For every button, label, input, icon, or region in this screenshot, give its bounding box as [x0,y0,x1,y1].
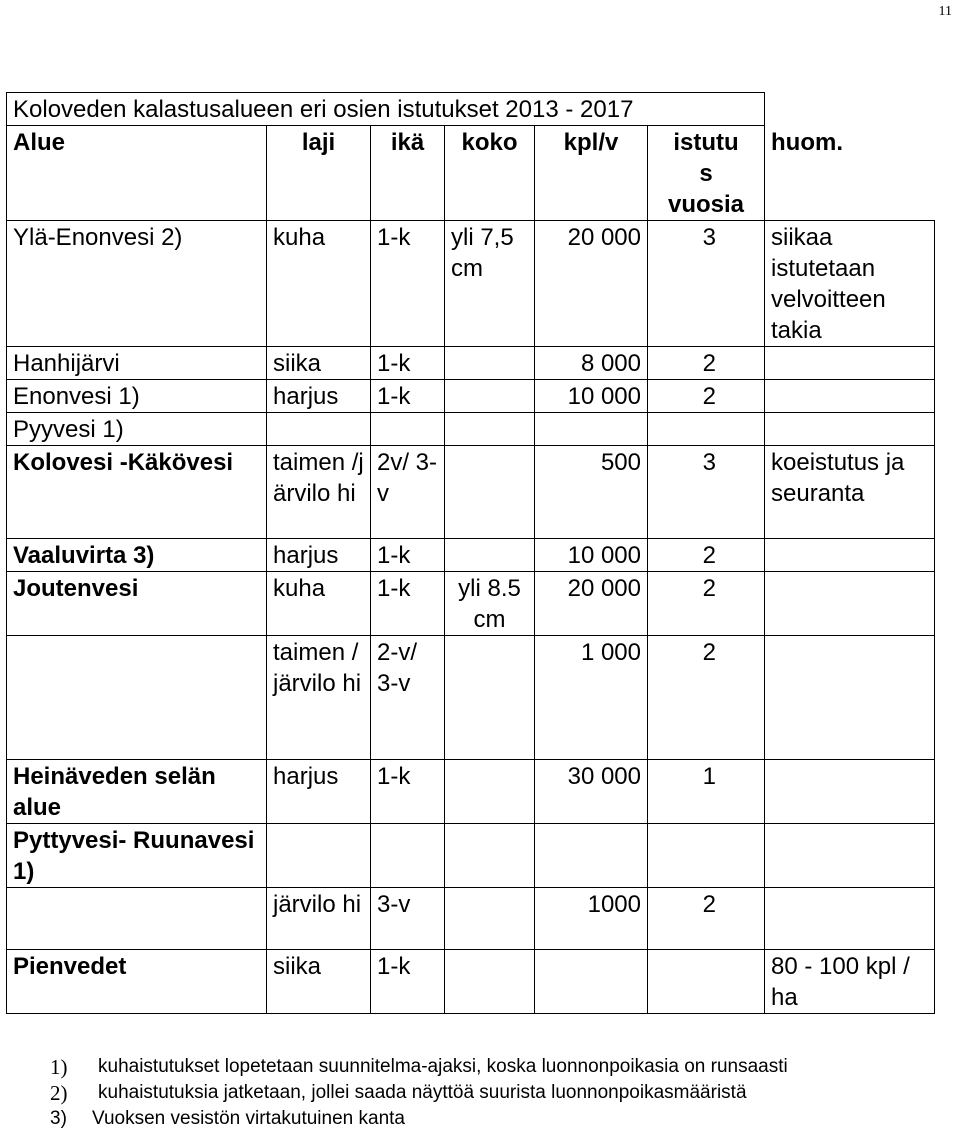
cell-kpl: 10 000 [535,539,648,572]
cell-koko [445,446,535,539]
cell-laji: harjus [267,380,371,413]
table-row [7,539,935,572]
cell-laji [267,824,371,888]
cell-huom [765,413,935,446]
table-row [7,760,935,824]
table-title: Koloveden kalastusalueen eri osien istutukset 2013 - 2017 [7,93,765,126]
header-ika: ikä [371,126,445,221]
table-row [7,572,935,636]
cell-huom [765,636,935,760]
table-row [7,446,935,539]
cell-huom [765,380,935,413]
cell-alue [7,636,267,760]
cell-koko [445,760,535,824]
cell-koko [445,888,535,950]
table-row [7,888,935,950]
cell-kpl: 30 000 [535,760,648,824]
cell-huom [765,572,935,636]
cell-laji: harjus [267,760,371,824]
cell-laji: taimen /järvilo hi [267,446,371,539]
table-row [7,347,935,380]
footnote [50,1054,788,1080]
header-istutus-line3: vuosia [667,191,745,218]
cell-ika: 2-v/ 3-v [371,636,445,760]
cell-kpl: 1000 [535,888,648,950]
cell-laji: siika [267,950,371,1014]
table-row [7,950,935,1014]
cell-vuosia: 3 [648,221,765,347]
footnote-number: 3) [50,1108,67,1129]
cell-kpl: 500 [535,446,648,539]
cell-koko [445,347,535,380]
table-header-row [7,126,935,221]
cell-vuosia: 2 [648,888,765,950]
cell-laji: harjus [267,539,371,572]
header-koko: koko [445,126,535,221]
footnotes [50,1054,788,1132]
cell-vuosia: 2 [648,539,765,572]
cell-vuosia: 3 [648,446,765,539]
cell-ika [371,413,445,446]
cell-laji [267,413,371,446]
cell-vuosia [648,824,765,888]
footnote-text: Vuoksen vesistön virtakutuinen kanta [92,1108,405,1129]
cell-ika: 2v/ 3-v [371,446,445,539]
cell-alue: Ylä-Enonvesi 2) [7,221,267,347]
footnote [50,1080,788,1106]
header-alue: Alue [7,126,267,221]
cell-huom [765,760,935,824]
cell-ika: 3-v [371,888,445,950]
table-row [7,824,935,888]
cell-alue: Enonvesi 1) [7,380,267,413]
cell-laji: kuha [267,221,371,347]
cell-vuosia: 2 [648,380,765,413]
cell-kpl [535,824,648,888]
cell-huom [765,347,935,380]
cell-vuosia [648,413,765,446]
cell-ika: 1-k [371,347,445,380]
footnote [50,1106,788,1132]
footnote-number: 2) [50,1081,68,1105]
cell-alue: Pyyvesi 1) [7,413,267,446]
footnote-text: kuhaistutukset lopetetaan suunnitelma-ajaksi, koska luonnonpoikasia on runsaasti [98,1056,788,1077]
cell-alue: Pyttyvesi- Ruunavesi 1) [7,824,267,888]
cell-laji: järvilo hi [267,888,371,950]
header-istutusvuosia [648,126,765,221]
page-number: 11 [938,4,952,19]
cell-kpl [535,950,648,1014]
stocking-table [6,92,935,1014]
cell-alue: Kolovesi -Käkövesi [7,446,267,539]
cell-kpl: 20 000 [535,572,648,636]
header-istutus-line2: s [699,160,713,187]
cell-kpl [535,413,648,446]
cell-kpl: 1 000 [535,636,648,760]
cell-kpl: 20 000 [535,221,648,347]
cell-ika: 1-k [371,572,445,636]
cell-vuosia: 1 [648,760,765,824]
footnote-number: 1) [50,1055,68,1079]
cell-koko: yli 8.5 cm [445,572,535,636]
cell-ika: 1-k [371,221,445,347]
cell-kpl: 8 000 [535,347,648,380]
cell-huom [765,824,935,888]
cell-koko [445,636,535,760]
header-istutus-line1: istutu [673,129,739,156]
cell-koko: yli 7,5 cm [445,221,535,347]
cell-koko [445,380,535,413]
cell-vuosia [648,950,765,1014]
header-laji: laji [267,126,371,221]
header-kpl: kpl/v [535,126,648,221]
cell-huom: koeistutus ja seuranta [765,446,935,539]
cell-alue: Hanhijärvi [7,347,267,380]
table-row [7,221,935,347]
cell-vuosia: 2 [648,572,765,636]
cell-vuosia: 2 [648,636,765,760]
cell-ika [371,824,445,888]
footnote-text: kuhaistutuksia jatketaan, jollei saada näyttöä suurista luonnonpoikasmääristä [98,1082,747,1103]
cell-ika: 1-k [371,760,445,824]
cell-ika: 1-k [371,950,445,1014]
cell-alue: Pienvedet [7,950,267,1014]
header-huom: huom. [771,128,843,156]
cell-alue [7,888,267,950]
cell-ika: 1-k [371,539,445,572]
cell-ika: 1-k [371,380,445,413]
cell-alue: Joutenvesi [7,572,267,636]
cell-koko [445,950,535,1014]
cell-huom [765,888,935,950]
cell-huom [765,539,935,572]
cell-koko [445,824,535,888]
cell-vuosia: 2 [648,347,765,380]
cell-alue: Heinäveden selän alue [7,760,267,824]
cell-laji: siika [267,347,371,380]
table-row [7,380,935,413]
cell-laji: taimen / järvilo hi [267,636,371,760]
cell-huom: siikaa istutetaan velvoitteen takia [765,221,935,347]
cell-koko [445,539,535,572]
cell-alue: Vaaluvirta 3) [7,539,267,572]
table-title-row [7,93,935,126]
cell-koko [445,413,535,446]
cell-laji: kuha [267,572,371,636]
cell-huom: 80 - 100 kpl / ha [765,950,935,1014]
table-row [7,636,935,760]
cell-kpl: 10 000 [535,380,648,413]
table-row [7,413,935,446]
